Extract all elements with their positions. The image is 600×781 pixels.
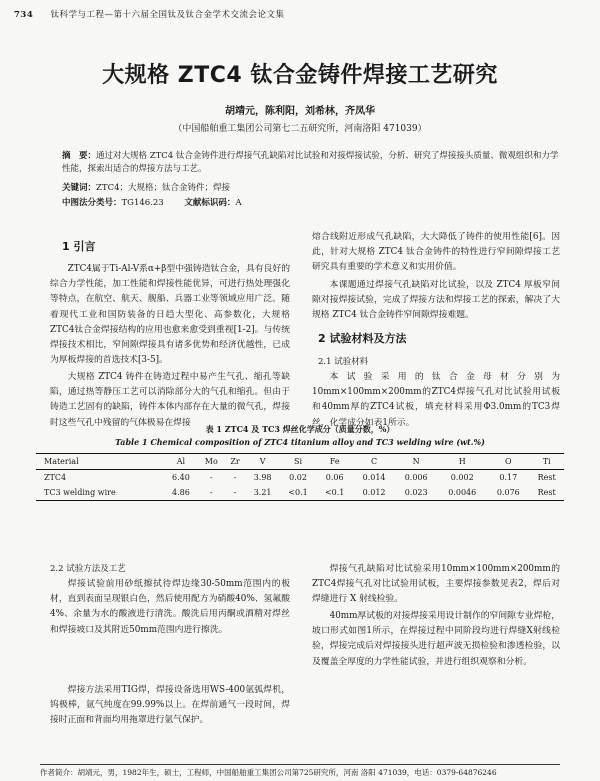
table-cell: <0.1 <box>316 485 353 501</box>
table-row <box>36 485 564 501</box>
table1-header-cell: Al <box>164 454 198 470</box>
table-cell: 0.023 <box>395 485 437 501</box>
table1-header-cell: Mo <box>198 454 225 470</box>
table1-header-cell: O <box>487 454 529 470</box>
table1-header-cell: Zr <box>225 454 246 470</box>
doc-code-label: 文献标识码： <box>184 198 236 208</box>
table-cell: - <box>225 485 246 501</box>
table-cell: 4.86 <box>164 485 198 501</box>
table-row <box>36 470 564 486</box>
table1-header-cell: C <box>353 454 395 470</box>
affiliation: （中国船舶重工集团公司第七二五研究所，河南洛阳 471039） <box>173 124 427 134</box>
abstract <box>62 150 562 176</box>
keywords-label: 关键词： <box>62 183 97 193</box>
subsection-2-2-heading: 2.2 试验方法及工艺 <box>50 564 126 574</box>
keywords <box>62 181 230 193</box>
table-cell: 0.014 <box>362 473 386 482</box>
table-cell: Rest <box>529 485 564 501</box>
running-header <box>14 8 284 20</box>
table-cell: - <box>233 473 237 482</box>
section2-paragraph-materials: 本试验采用的钛合金母材分别为10mm×100mm×200mm的ZTC4焊接气孔对比试验用试板和40mm厚的ZTC4试板，填充材料采用Φ3.0mm的TC3焊丝，化学成分如表1所示。 <box>312 372 560 428</box>
table-cell: 0.006 <box>404 473 428 482</box>
clc-label: 中图法分类号： <box>62 198 122 208</box>
table1-header-cell: H <box>437 454 487 470</box>
table1-caption-cn: 表 1 ZTC4 及 TC3 焊丝化学成分（质量分数，%） <box>205 424 395 434</box>
table-cell: <0.1 <box>280 485 317 501</box>
table1-header-cell: Fe <box>316 454 353 470</box>
table-cell: 0.012 <box>353 485 395 501</box>
abstract-label: 摘 要： <box>62 151 97 161</box>
table-cell: 0.02 <box>289 473 307 482</box>
section1-paragraph-2: 大规格 ZTC4 铸件在铸造过程中易产生气孔、缩孔等缺陷，通过热等静压工艺可以消除部分大的气孔和缩孔。但由于铸造工艺固有的缺陷，铸件本体内部存在大量的微气孔，焊接时这些气孔中残留的气体极易在焊接 <box>50 372 290 428</box>
keywords-text: ZTC4；大规格；钛合金铸件；焊接 <box>96 183 231 193</box>
table-cell: 3.21 <box>246 485 280 501</box>
subsection-2-1-heading: 2.1 试验材料 <box>318 357 369 367</box>
section2-paragraph-butt-weld: 40mm厚试板的对接焊接采用设计制作的窄间隙专业焊枪，坡口形式如图1所示，在焊接过程中同阶段均进行焊缝X射线检验，焊接完成后对焊接接头进行超声波无损检验和渗透检验，以及覆盖全厚度的力学性能试验，并进行组织观察和分析。 <box>312 611 560 667</box>
abstract-text: 通过对大规格 ZTC4 钛合金铸件进行焊接气孔缺陷对比试验和对接焊接试验，分析、研究了焊接接头质量、微观组织和力学性能，探索出适合的焊接方法与工艺。 <box>62 151 559 174</box>
table1-header-cell: Si <box>280 454 317 470</box>
author-footnote: 作者简介：胡靖元，男，1982年生，硕士，工程师，中国船舶重工集团公司第725研究所，河南 洛阳 471039，电话：0379-64876246 <box>40 768 497 777</box>
journal-name: 钛科学与工程—第十六届全国钛及钛合金学术交流会论文集 <box>50 10 285 20</box>
section1-heading: 1 引言 <box>62 240 96 253</box>
section2-paragraph-porosity-test: 焊接气孔缺陷对比试验采用10mm×100mm×200mm的ZTC4焊接气孔对比试验用试板，主要焊接参数见表2，焊后对焊缝进行 X 射线检验。 <box>312 564 560 605</box>
table1-header-row <box>36 454 564 470</box>
table-cell: 0.076 <box>487 485 529 501</box>
table-cell: 0.0046 <box>437 485 487 501</box>
table-cell: 0.002 <box>450 473 474 482</box>
paper-title: 大规格 ZTC4 钛合金铸件焊接工艺研究 <box>102 63 498 88</box>
section1-paragraph-1: ZTC4属于Ti-Al-V系α+β型中强铸造钛合金，具有良好的综合力学性能，加工性能和焊接性能优异，可进行热处理强化等特点，在航空、航天、舰船、兵器工业等领域应用广泛。随着现代工业和国防装备的日趋大型化、高参数化，大规格ZTC4钛合金焊接结构的应用也愈来愈受到重视[1-2]。与传统焊接技术相比，窄间隙焊接具有诸多优势和经济优越性，已成为厚板焊接的首选技术[3-5]。 <box>50 264 290 366</box>
section1-paragraph-3: 熔合线附近形成气孔缺陷，大大降低了铸件的使用性能[6]。因此，针对大规格 ZTC4 钛合金铸件的特性进行窄间隙焊接工艺研究具有重要的学术意义和实用价值。 <box>312 232 560 273</box>
table-cell: 0.06 <box>325 473 344 482</box>
doc-code-value: A <box>235 198 242 208</box>
table1-caption-en: Table 1 Chemical composition of ZTC4 titanium alloy and TC3 welding wire (wt.%) <box>115 437 485 447</box>
clc-value: TG146.23 <box>121 198 164 208</box>
section2-paragraph-welding: 焊接方法采用TIG焊，焊接设备选用WS-400氩弧焊机，钨极棒，氩气纯度在99.99%以上。在焊前通气一段时间，焊接时正面和背面均用拖罩进行氩气保护。 <box>50 685 290 726</box>
footnote-rule <box>40 764 560 765</box>
section1-paragraph-4: 本课题通过焊接气孔缺陷对比试验，以及 ZTC4 厚板窄间隙对接焊接试验，完成了焊接方法和焊接工艺的探索，解决了大规格 ZTC4 钛合金铸件窄间隙焊接难题。 <box>312 280 560 321</box>
section2-heading: 2 试验材料及方法 <box>318 332 407 345</box>
table-cell: ZTC4 <box>44 473 67 482</box>
table-cell: Rest <box>537 473 556 482</box>
table-cell: 6.40 <box>172 473 190 482</box>
authors: 胡靖元，陈利阳，刘希林，齐凤华 <box>225 106 375 117</box>
table-cell: - <box>209 473 213 482</box>
table-cell: TC3 welding wire <box>36 485 164 501</box>
table1-header-cell: Material <box>36 454 164 470</box>
table1-header-cell: Ti <box>529 454 564 470</box>
section2-paragraph-prep: 焊接试验前用砂纸擦拭待焊边缘30-50mm范围内的板材，直到表面呈现银白色，然后使用配方为硝酸40%、氢氟酸4%、余量为水的酸液进行清洗。酸洗后用丙酮或酒精对焊丝和焊接坡口及其附近50mm范围内进行擦洗。 <box>50 579 290 635</box>
table1 <box>36 453 564 501</box>
table1-header-cell: V <box>246 454 280 470</box>
table1-header-cell: N <box>395 454 437 470</box>
table-cell: 3.98 <box>253 473 272 482</box>
table-cell: 0.17 <box>499 473 518 482</box>
page-number: 734 <box>14 10 34 20</box>
classification <box>62 196 242 208</box>
table-cell: - <box>198 485 225 501</box>
